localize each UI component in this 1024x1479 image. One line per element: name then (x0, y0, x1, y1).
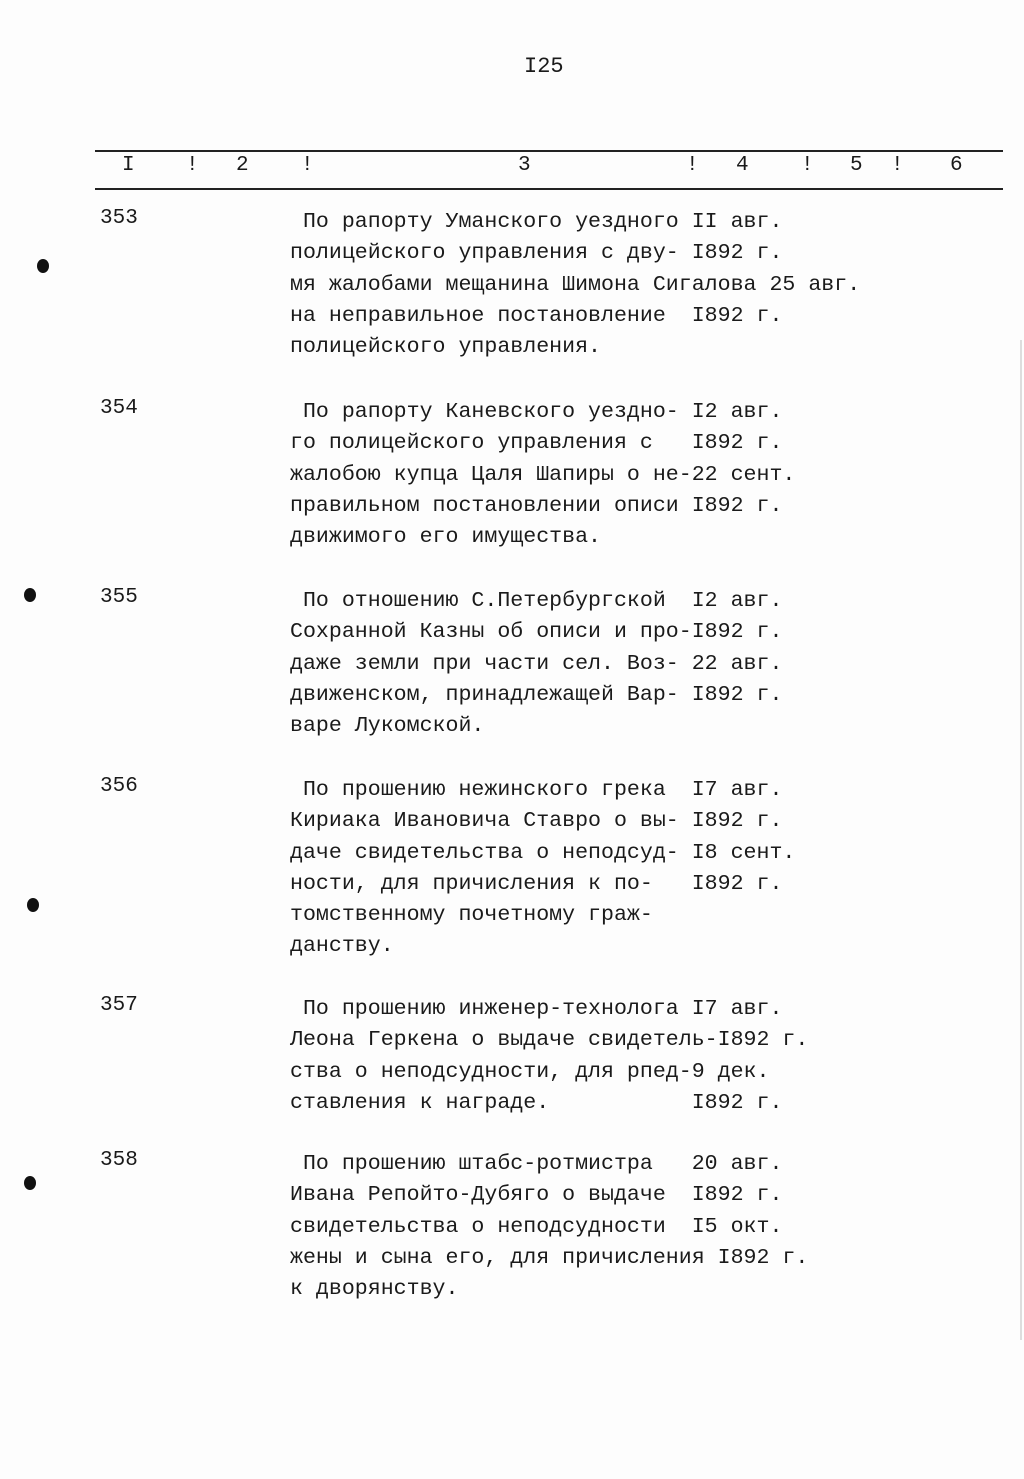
column-header: 6 (950, 154, 963, 177)
entry-text (290, 397, 795, 553)
page-number: I25 (524, 54, 564, 79)
entry-number: 358 (100, 1149, 138, 1172)
entry-text (290, 994, 808, 1119)
entry-number: 355 (100, 586, 138, 609)
entry-line: жалобою купца Цаля Шапиры о не-22 сент. (290, 462, 796, 487)
entry-text (290, 1149, 808, 1305)
entry-line: полицейского управления. (290, 335, 602, 360)
entry-line: томственному почетному граж- (290, 903, 653, 928)
header-top-rule (95, 150, 1003, 152)
entry-line: По рапорту Уманского уездного II авг. (290, 210, 783, 234)
column-header: 2 (236, 154, 249, 177)
entry-line: По рапорту Каневского уездно- I2 авг. (290, 400, 783, 424)
entry-line: ности, для причисления к по- I892 г. (290, 871, 783, 896)
punch-hole (27, 898, 39, 912)
punch-hole (37, 259, 49, 273)
entry-line: движимого его имущества. (290, 525, 602, 550)
entry-line: правильном постановлении описи I892 г. (290, 493, 783, 518)
entry-line: даже земли при части сел. Воз- 22 авг. (290, 651, 783, 676)
column-separator: ! (891, 154, 904, 177)
entry-line: жены и сына его, для причисления I892 г. (290, 1245, 809, 1270)
entry-line: ства о неподсудности, для рпед-9 дек. (290, 1059, 770, 1084)
entry-line: Ивана Репойто-Дубяго о выдаче I892 г. (290, 1183, 783, 1208)
entry-line: Сохранной Казны об описи и про-I892 г. (290, 620, 783, 645)
entry-number: 354 (100, 397, 138, 420)
column-separator: ! (186, 154, 199, 177)
entry-number: 356 (100, 775, 138, 798)
column-header: I (122, 154, 135, 177)
entry-text (290, 586, 782, 742)
entry-line: полицейского управления с дву- I892 г. (290, 241, 783, 266)
entry-line: данству. (290, 934, 394, 959)
entry-line: мя жалобами мещанина Шимона Сигалова 25 авг. (290, 272, 861, 297)
entry-line: Леона Геркена о выдаче свидетель-I892 г. (290, 1028, 809, 1053)
entry-line: го полицейского управления с I892 г. (290, 431, 783, 456)
entry-line: По прошению штабс-ротмистра 20 авг. (290, 1152, 783, 1176)
entry-line: движенском, принадлежащей Вар- I892 г. (290, 682, 783, 707)
entry-line: По прошению инженер-технолога I7 авг. (290, 997, 783, 1021)
column-header: 4 (736, 154, 749, 177)
entry-line: По прошению нежинского грека I7 авг. (290, 778, 783, 802)
entry-line: на неправильное постановление I892 г. (290, 303, 783, 328)
entry-line: варе Лукомской. (290, 714, 485, 739)
entry-text (290, 775, 795, 963)
punch-hole (24, 588, 36, 602)
header-bottom-rule (95, 188, 1003, 190)
page-edge (1020, 340, 1022, 1340)
column-header: 5 (850, 154, 863, 177)
entry-number: 353 (100, 207, 138, 230)
column-separator: ! (686, 154, 699, 177)
entry-text (290, 207, 860, 363)
entry-line: ставления к награде. I892 г. (290, 1090, 783, 1115)
entry-line: Кириака Ивановича Ставро о вы- I892 г. (290, 809, 783, 834)
entry-line: даче свидетельства о неподсуд- I8 сент. (290, 840, 796, 865)
column-separator: ! (801, 154, 814, 177)
entry-number: 357 (100, 994, 138, 1017)
punch-hole (24, 1176, 36, 1190)
entry-line: к дворянству. (290, 1277, 459, 1302)
entry-line: По отношению С.Петербургской I2 авг. (290, 589, 783, 613)
column-separator: ! (301, 154, 314, 177)
column-header: 3 (518, 154, 531, 177)
entry-line: свидетельства о неподсудности I5 окт. (290, 1214, 783, 1239)
